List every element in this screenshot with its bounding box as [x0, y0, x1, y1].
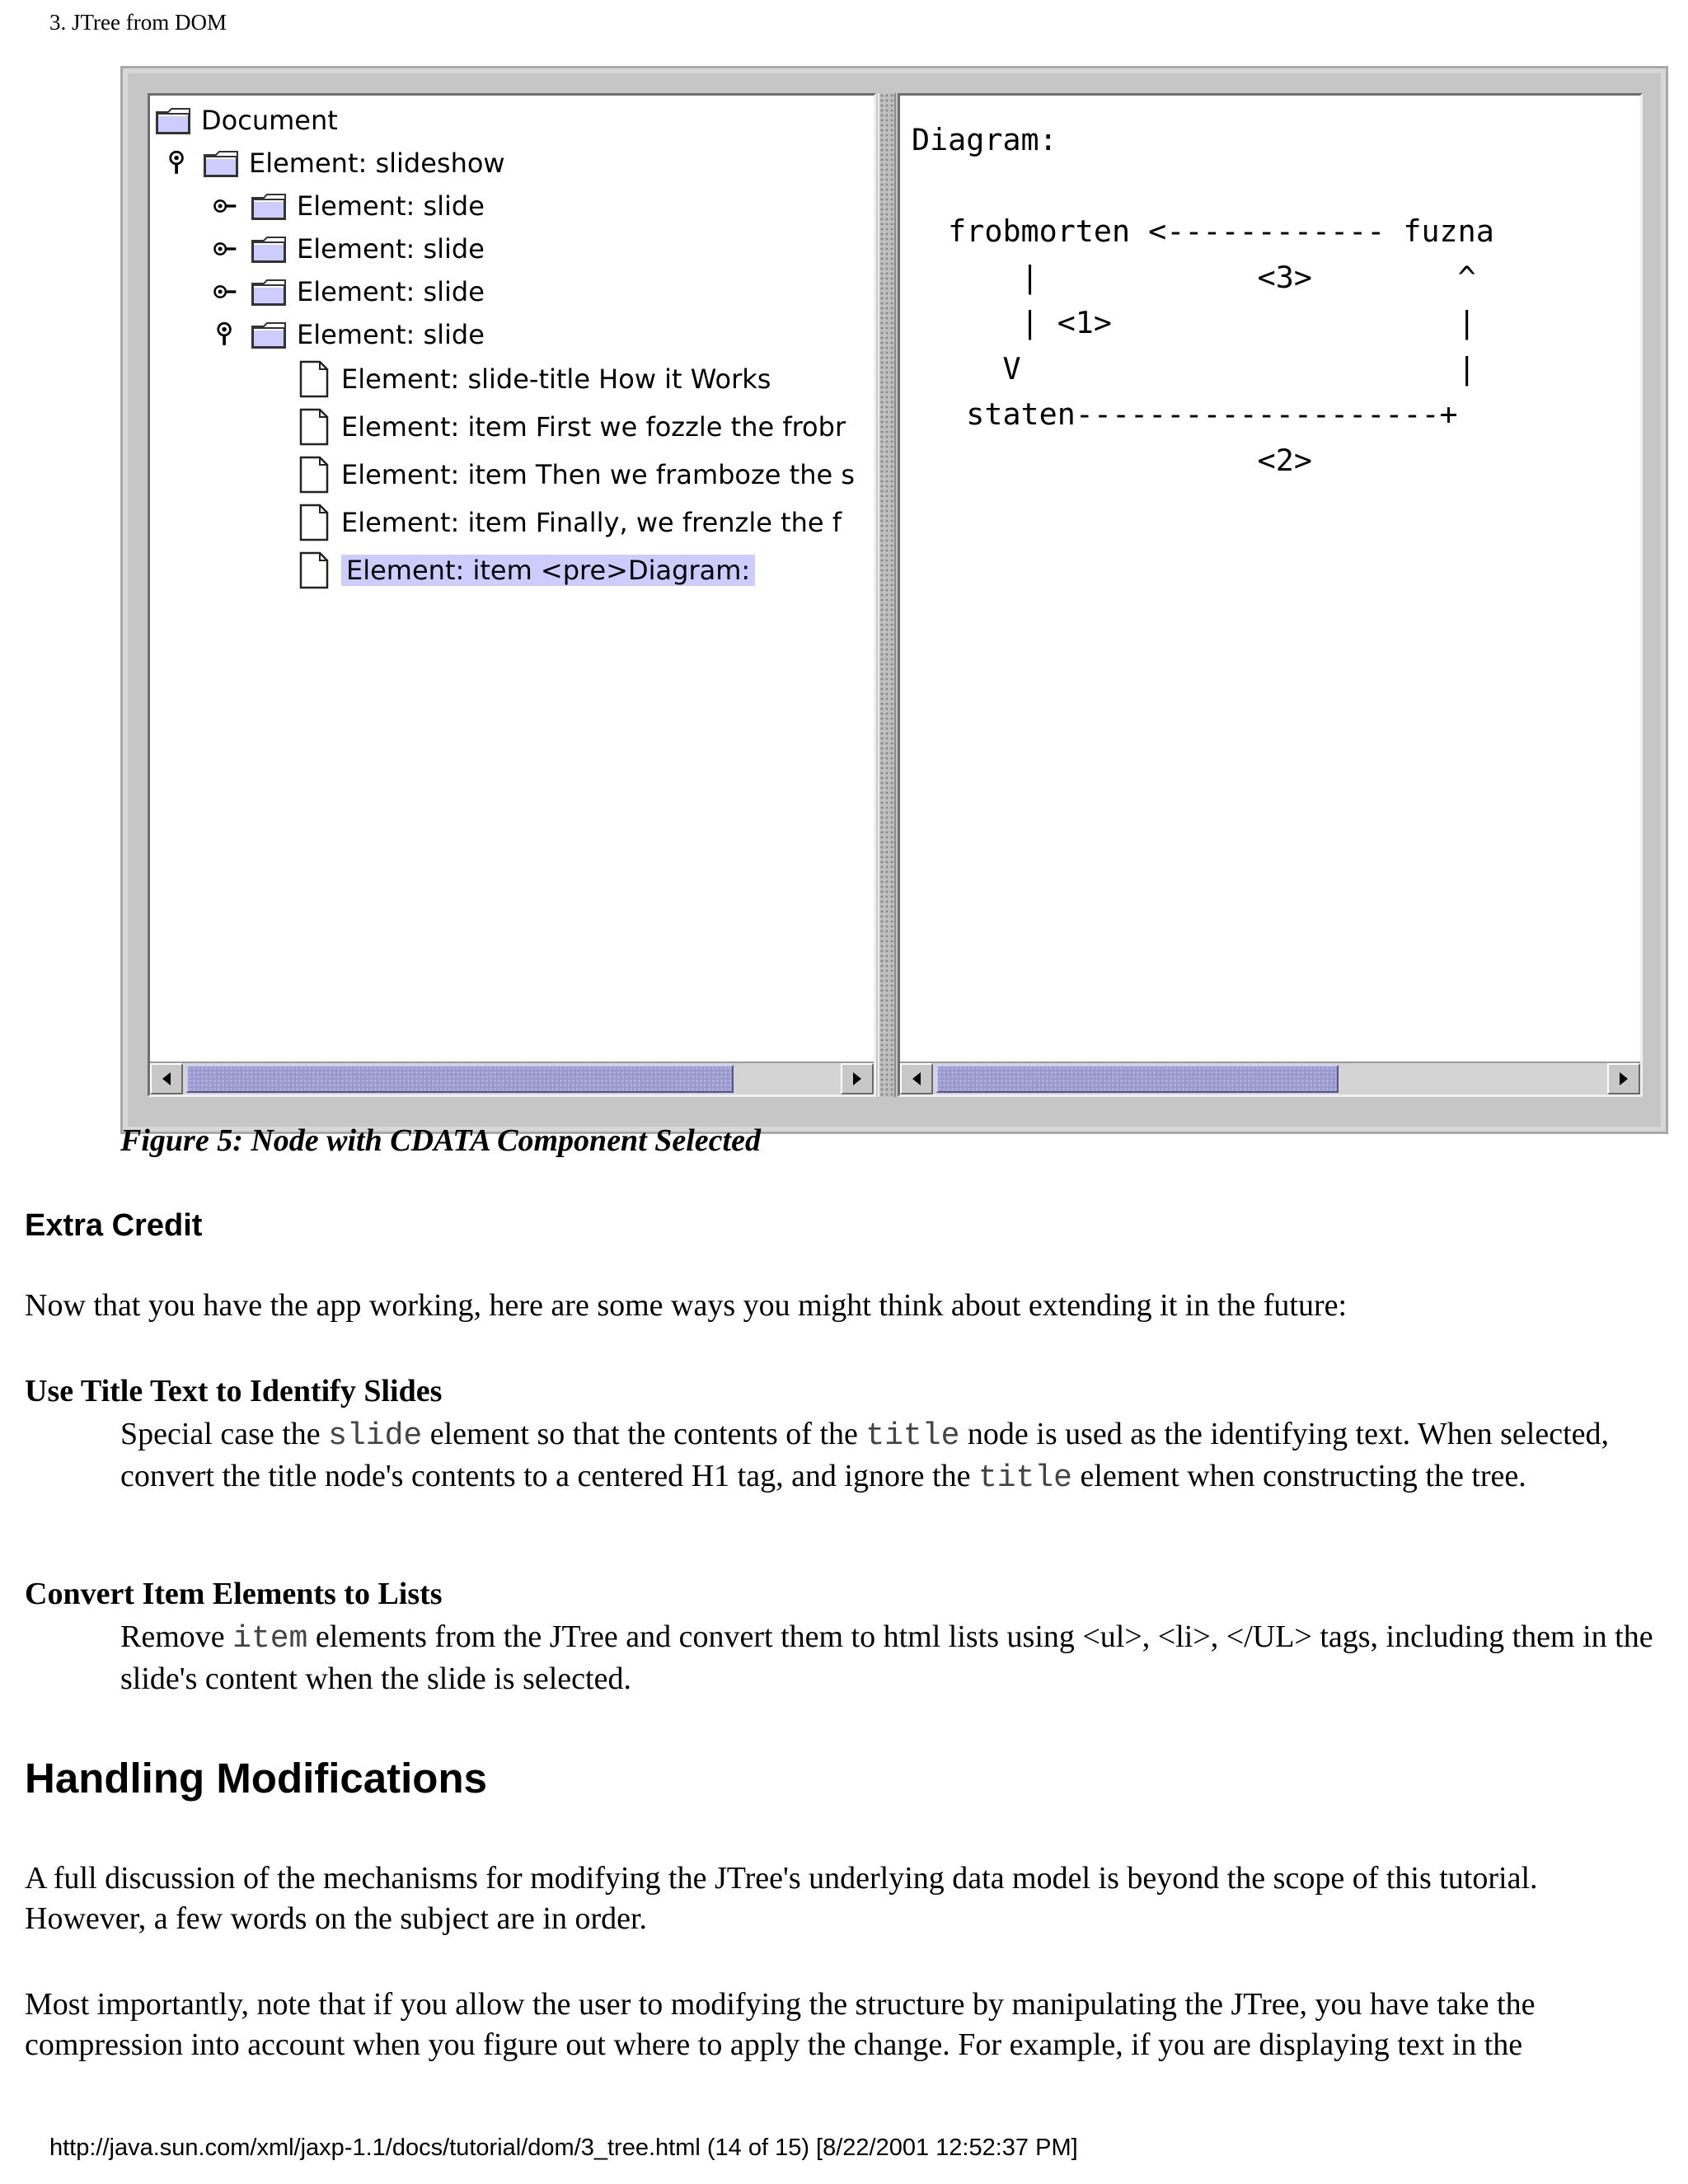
- tree-node[interactable]: [298, 358, 771, 401]
- running-head: 3. JTree from DOM: [49, 10, 227, 35]
- tree-node-label: Element: slide: [297, 190, 485, 222]
- figure-split-pane-screenshot: [120, 66, 1668, 1134]
- document-icon: [298, 408, 341, 446]
- code-slide: slide: [328, 1418, 423, 1454]
- tree-collapsed-handle-icon[interactable]: [213, 232, 237, 265]
- dom-jtree[interactable]: [150, 96, 874, 1052]
- figure-caption: Figure 5: Node with CDATA Component Selected: [120, 1123, 761, 1158]
- term-title-text: Use Title Text to Identify Slides: [25, 1374, 443, 1408]
- content-horizontal-scrollbar[interactable]: [900, 1062, 1640, 1094]
- code-title: title: [978, 1460, 1072, 1496]
- tree-node-label: Element: item <pre>Diagram:: [341, 555, 755, 586]
- tree-node[interactable]: [251, 270, 485, 313]
- document-icon: [298, 504, 341, 541]
- document-icon: [298, 456, 341, 494]
- scroll-right-button[interactable]: [1607, 1063, 1640, 1094]
- folder-icon: [251, 234, 297, 264]
- tree-pane[interactable]: [148, 93, 876, 1097]
- document-icon: [298, 551, 341, 589]
- arrow-right-icon: [851, 1071, 863, 1087]
- tree-node[interactable]: [155, 99, 338, 142]
- extra-credit-intro: Now that you have the app working, here are some ways you might think about extending it in the future:: [25, 1288, 1348, 1323]
- section-heading-extra-credit: Extra Credit: [25, 1208, 203, 1243]
- code-item: item: [232, 1621, 308, 1657]
- split-pane-divider[interactable]: [878, 93, 896, 1097]
- section-heading-handling-modifications: Handling Modifications: [25, 1755, 487, 1802]
- text: node is used as the identifying text. When selected, convert the title node's contents to a centered H1 tag, and ignore the: [120, 1417, 1610, 1493]
- handling-paragraph-2: Most importantly, note that if you allow the user to modifying the structure by manipulating the JTree, you have take the compression into account when you figure out where to apply the change. For example, if you are displaying text in the: [25, 1987, 1536, 2062]
- tree-node-label: Element: slide: [297, 319, 485, 350]
- text: element when constructing the tree.: [1071, 1459, 1526, 1493]
- arrow-right-icon: [1618, 1071, 1629, 1087]
- document-icon: [298, 360, 341, 398]
- tree-node[interactable]: [251, 313, 485, 356]
- page-footer-url: http://java.sun.com/xml/jaxp-1.1/docs/tutorial/dom/3_tree.html (14 of 15) [8/22/2001 12:52:37 PM]: [49, 2135, 1078, 2161]
- tree-node-label: Element: item Then we framboze the s: [341, 459, 856, 490]
- tree-node[interactable]: [251, 227, 485, 270]
- scroll-thumb[interactable]: [936, 1065, 1339, 1093]
- tree-node[interactable]: [251, 185, 485, 227]
- tree-collapsed-handle-icon[interactable]: [213, 190, 237, 223]
- tree-node-label: Element: slide: [297, 276, 485, 307]
- diagram-text: Diagram: frobmorten <------------ fuzna | <3> ^ | <1> | V | staten--------------------+ <2>: [912, 122, 1494, 478]
- tree-node-label: Document: [201, 105, 338, 136]
- tree-horizontal-scrollbar[interactable]: [150, 1062, 874, 1094]
- tree-node-label: Element: item First we fozzle the frobr: [341, 411, 846, 443]
- tree-node[interactable]: [298, 453, 855, 496]
- tree-node-label: Element: item Finally, we frenzle the f: [341, 507, 842, 538]
- folder-icon: [251, 320, 297, 349]
- tree-expanded-handle-icon[interactable]: [213, 318, 237, 351]
- tree-node[interactable]: [298, 501, 842, 544]
- folder-icon: [251, 191, 297, 221]
- folder-icon: [203, 148, 249, 178]
- arrow-left-icon: [911, 1071, 922, 1087]
- scroll-left-button[interactable]: [150, 1063, 183, 1094]
- folder-icon: [155, 105, 201, 135]
- text: Special case the: [120, 1417, 329, 1451]
- code-title: title: [865, 1418, 960, 1454]
- tree-node[interactable]: [203, 142, 505, 185]
- folder-icon: [251, 277, 297, 307]
- tree-node[interactable]: [298, 549, 755, 592]
- definition-item-elements: [120, 1617, 1670, 1699]
- content-pane[interactable]: [898, 93, 1643, 1097]
- scroll-right-button[interactable]: [841, 1063, 874, 1094]
- text: element so that the contents of the: [422, 1417, 866, 1451]
- text: Remove: [120, 1619, 233, 1654]
- scroll-left-button[interactable]: [900, 1063, 933, 1094]
- text: elements from the JTree and convert them to html lists using <ul>, <li>, </UL> tags, including them in the slide's content when the slide is selected.: [120, 1619, 1653, 1696]
- arrow-left-icon: [161, 1071, 172, 1087]
- scroll-thumb[interactable]: [186, 1065, 734, 1093]
- tree-node-label: Element: slideshow: [249, 148, 505, 179]
- tree-collapsed-handle-icon[interactable]: [213, 275, 237, 308]
- tree-expanded-handle-icon[interactable]: [165, 147, 190, 180]
- definition-title-text: [120, 1414, 1670, 1498]
- tree-node-label: Element: slide: [297, 233, 485, 265]
- term-item-elements: Convert Item Elements to Lists: [25, 1577, 443, 1611]
- handling-paragraph-1: A full discussion of the mechanisms for modifying the JTree's underlying data model is beyond the scope of this tutorial. However, a few words on the subject are in order.: [25, 1861, 1538, 1936]
- tree-node[interactable]: [298, 405, 846, 448]
- tree-node-label: Element: slide-title How it Works: [341, 363, 771, 395]
